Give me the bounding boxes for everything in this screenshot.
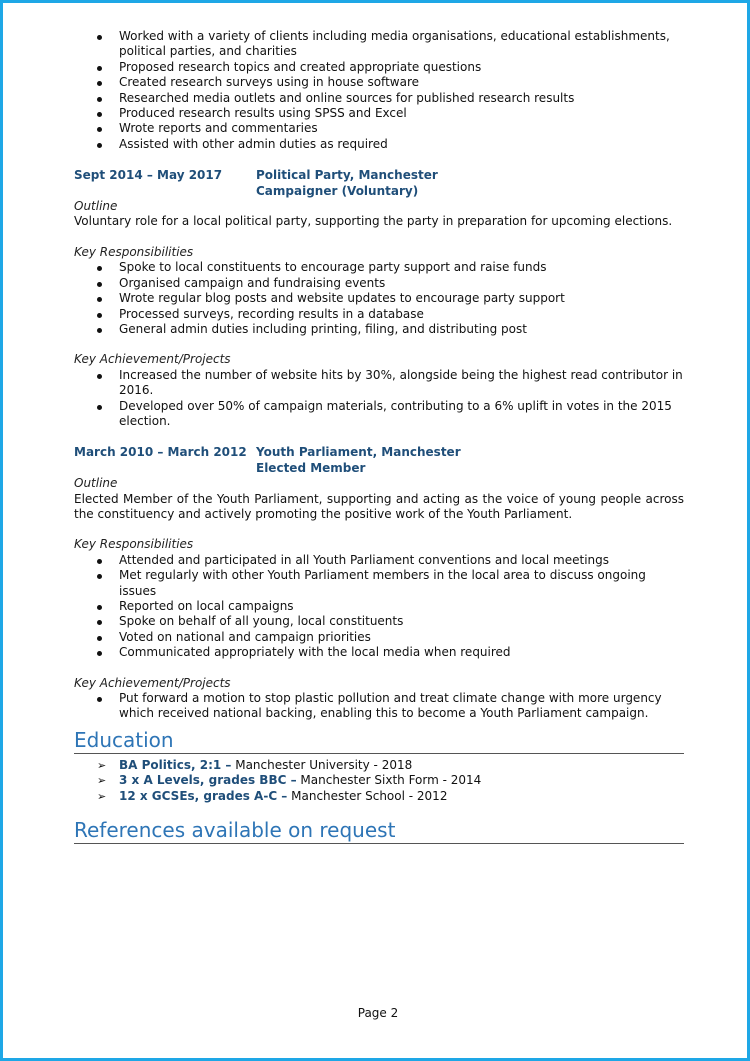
list-item: Produced research results using SPSS and Excel [97, 106, 684, 121]
list-item: Assisted with other admin duties as required [97, 137, 684, 152]
job-dates: Sept 2014 – May 2017 [74, 168, 223, 183]
prev-job-bullets [97, 29, 684, 152]
list-item: Wrote regular blog posts and website updates to encourage party support [97, 291, 684, 306]
list-item: Researched media outlets and online sources for published research results [97, 91, 684, 106]
list-item: Reported on local campaigns [97, 599, 684, 614]
references-heading: References available on request [74, 818, 684, 844]
responsibilities-label: Key Responsibilities [74, 244, 194, 259]
job-header [74, 445, 684, 476]
education-item [97, 773, 684, 788]
list-item: Voted on national and campaign priorities [97, 630, 684, 645]
list-item: Met regularly with other Youth Parliament members in the local area to discuss ongoing issues [97, 568, 684, 599]
list-item: Worked with a variety of clients including media organisations, educational establishments, political parties, and charities [97, 29, 684, 60]
education-list [97, 758, 684, 804]
qualification: 3 x A Levels, grades BBC – [119, 773, 297, 788]
achievements-label: Key Achievement/Projects [74, 675, 231, 690]
list-item: Developed over 50% of campaign materials, contributing to a 6% uplift in votes in the 2015 election. [97, 399, 684, 430]
education-item [97, 789, 684, 804]
arrowhead-icon: ➢ [97, 789, 107, 803]
qualification-detail: Manchester Sixth Form - 2014 [296, 773, 482, 788]
qualification: BA Politics, 2:1 – [119, 757, 232, 772]
achievements-label: Key Achievement/Projects [74, 352, 231, 367]
list-item: Organised campaign and fundraising events [97, 276, 684, 291]
qualification: 12 x GCSEs, grades A-C – [119, 788, 288, 803]
list-item: Wrote reports and commentaries [97, 121, 684, 136]
list-item: Put forward a motion to stop plastic pollution and treat climate change with more urgency which received national backing, enabling this to become a Youth Parliament campaign. [97, 691, 684, 722]
outline-text: Elected Member of the Youth Parliament, supporting and acting as the voice of young people across the constituency and actively promoting the positive work of the Youth Parliament. [74, 491, 684, 521]
achievements-list [97, 691, 684, 722]
job-role: Elected Member [256, 460, 366, 475]
outline-label: Outline [74, 199, 118, 214]
job-role: Campaigner (Voluntary) [256, 183, 419, 198]
job-title-block [256, 168, 684, 199]
list-item: Spoke to local constituents to encourage party support and raise funds [97, 260, 684, 275]
job-organisation: Youth Parliament, Manchester [256, 445, 461, 460]
job-dates: March 2010 – March 2012 [74, 445, 247, 460]
job-organisation: Political Party, Manchester [256, 168, 438, 183]
arrowhead-icon: ➢ [97, 774, 107, 788]
qualification-detail: Manchester University - 2018 [231, 757, 413, 772]
page-content [74, 29, 684, 844]
list-item: Created research surveys using in house software [97, 75, 684, 90]
education-heading: Education [74, 728, 684, 754]
list-item: Communicated appropriately with the local media when required [97, 645, 684, 660]
qualification-detail: Manchester School - 2012 [287, 788, 448, 803]
list-item: Spoke on behalf of all young, local constituents [97, 614, 684, 629]
outline-label: Outline [74, 476, 118, 491]
responsibilities-list [97, 260, 684, 337]
list-item: Processed surveys, recording results in a database [97, 307, 684, 322]
list-item: General admin duties including printing, filing, and distributing post [97, 322, 684, 337]
education-item [97, 758, 684, 773]
outline-text: Voluntary role for a local political party, supporting the party in preparation for upcoming elections. [74, 214, 673, 229]
responsibilities-list [97, 553, 684, 661]
list-item: Attended and participated in all Youth Parliament conventions and local meetings [97, 553, 684, 568]
achievements-list [97, 368, 684, 430]
list-item: Proposed research topics and created appropriate questions [97, 60, 684, 75]
responsibilities-label: Key Responsibilities [74, 537, 194, 552]
page-number: Page 2 [357, 1006, 399, 1020]
list-item: Increased the number of website hits by 30%, alongside being the highest read contributor in 2016. [97, 368, 684, 399]
arrowhead-icon: ➢ [97, 758, 107, 772]
job-header [74, 168, 684, 199]
job-title-block [256, 445, 684, 476]
